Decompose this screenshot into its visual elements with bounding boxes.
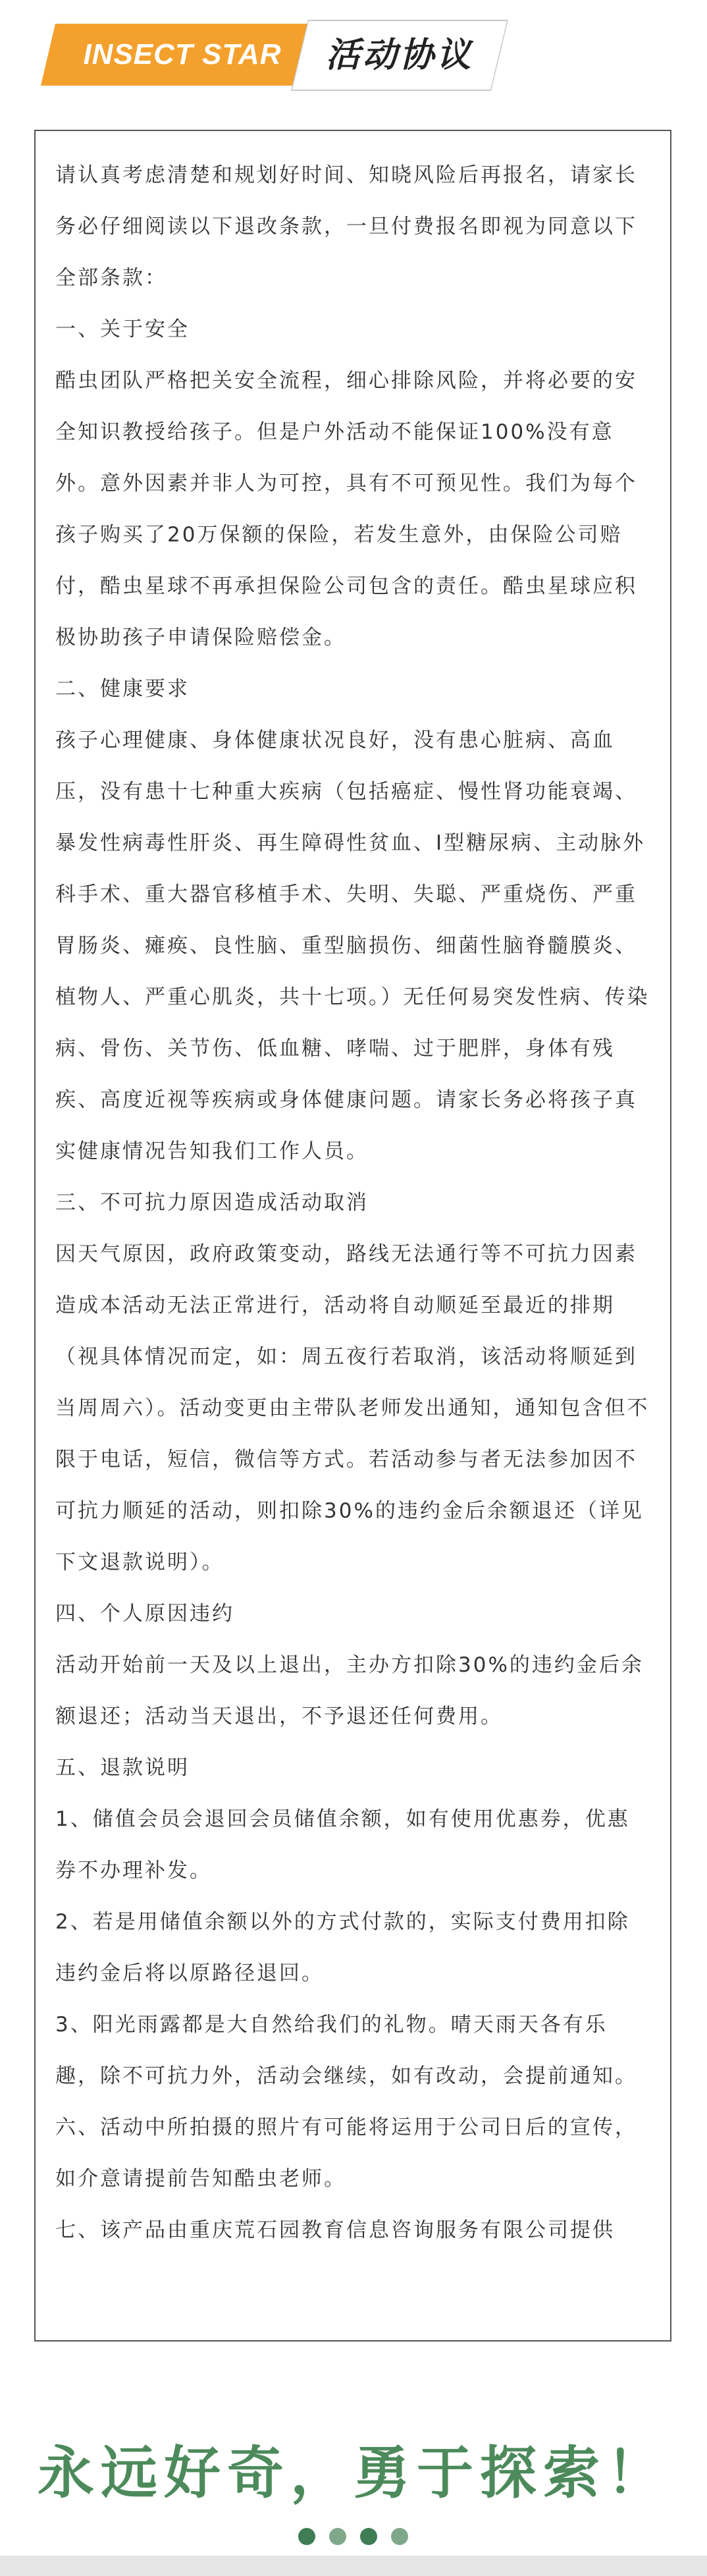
bottom-bar — [0, 2556, 707, 2576]
refund-item-1: 1、储值会员会退回会员储值余额，如有使用优惠券，优惠券不办理补发。 — [55, 1807, 630, 1882]
refund-item-3: 3、阳光雨露都是大自然给我们的礼物。晴天雨天各有乐趣，除不可抗力外，活动会继续，如有改动，会提前通知。 — [55, 2013, 637, 2088]
pager-dots — [298, 2528, 409, 2546]
pager-dot[interactable] — [360, 2528, 377, 2545]
pager-dot[interactable] — [329, 2528, 346, 2545]
section-heading-health: 二、健康要求 — [55, 677, 190, 701]
section-heading-force-majeure: 三、不可抗力原因造成活动取消 — [55, 1191, 369, 1215]
section-body-force-majeure: 因天气原因，政府政策变动，路线无法通行等不可抗力因素造成本活动无法正常进行，活动将自动顺延至最近的排期（视具体情况而定，如：周五夜行若取消，该活动将顺延到当周周六）。活动变更由主带队老师发出通知，通知包含但不限于电话，短信，微信等方式。若活动参与者无法参加因不可抗力顺延的活动，则扣除30%的违约金后余额退还（详见下文退款说明）。 — [55, 1242, 650, 1574]
section-heading-refund: 五、退款说明 — [55, 1756, 190, 1780]
page-title: 活动协议 — [325, 36, 473, 75]
section-body-health: 孩子心理健康、身体健康状况良好，没有患心脏病、高血压，没有患十七种重大疾病（包括癌症、慢性肾功能衰竭、暴发性病毒性肝炎、再生障碍性贫血、I型糖尿病、主动脉外科手术、重大器官移植手术、失明、失聪、严重烧伤、严重胃肠炎、瘫痪、良性脑、重型脑损伤、细菌性脑脊髓膜炎、植物人、严重心肌炎，共十七项。）无任何易突发性病、传染病、骨伤、关节伤、低血糖、哮喘、过于肥胖，身体有残疾、高度近视等疾病或身体健康问题。请家长务必将孩子真实健康情况告知我们工作人员。 — [55, 728, 650, 1163]
agreement-box — [34, 130, 671, 2342]
slogan: 永远好奇，勇于探索！ — [38, 2440, 669, 2506]
section-provider: 七、该产品由重庆荒石园教育信息咨询服务有限公司提供 — [55, 2218, 615, 2242]
agreement-text — [55, 150, 652, 2256]
refund-item-2: 2、若是用储值余额以外的方式付款的，实际支付费用扣除违约金后将以原路径退回。 — [55, 1910, 630, 1985]
section-body-safety: 酷虫团队严格把关安全流程，细心排除风险，并将必要的安全知识教授给孩子。但是户外活动不能保证100%没有意外。意外因素并非人为可控，具有不可预见性。我们为每个孩子购买了20万保额的保险，若发生意外，由保险公司赔付，酷虫星球不再承担保险公司包含的责任。酷虫星球应积极协助孩子申请保险赔偿金。 — [55, 369, 637, 649]
brand-label: INSECT STAR — [83, 38, 282, 70]
section-heading-personal-breach: 四、个人原因违约 — [55, 1602, 234, 1626]
page-header — [41, 20, 508, 91]
agreement-intro: 请认真考虑清楚和规划好时间、知晓风险后再报名，请家长务必仔细阅读以下退改条款，一旦付费报名即视为同意以下全部条款： — [55, 163, 637, 290]
pager-dot[interactable] — [298, 2528, 315, 2545]
section-body-personal-breach: 活动开始前一天及以上退出，主办方扣除30%的违约金后余额退还；活动当天退出，不予退还任何费用。 — [55, 1653, 644, 1728]
section-heading-safety: 一、关于安全 — [55, 317, 190, 341]
pager-dot[interactable] — [391, 2528, 408, 2545]
section-photos: 六、活动中所拍摄的照片有可能将运用于公司日后的宣传，如介意请提前告知酷虫老师。 — [55, 2116, 637, 2191]
